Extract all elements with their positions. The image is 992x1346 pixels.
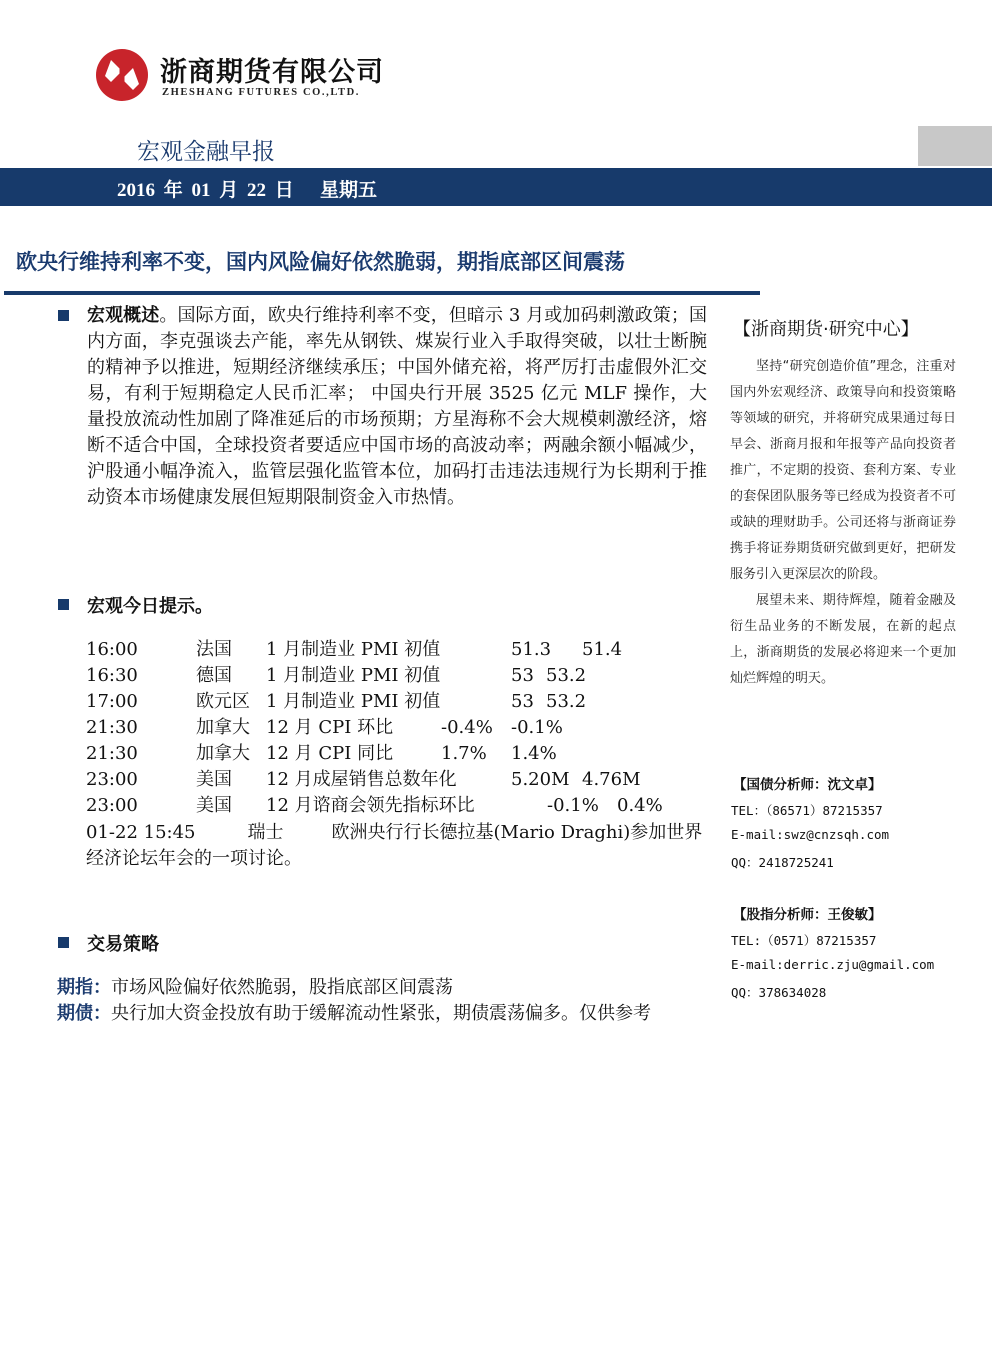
strategy-item-text: 央行加大资金投放有助于缓解流动性紧张，期债震荡偏多。仅供参考 <box>111 1003 651 1024</box>
macro-overview-paragraph <box>87 303 707 511</box>
schedule-value-2: 51.4 <box>582 639 623 660</box>
schedule-indicator: 1 月制造业 PMI 初值 <box>266 639 441 660</box>
strategy-item-label: 期债： <box>57 1003 111 1024</box>
event-country: 瑞士 <box>247 822 284 843</box>
schedule-time: 17:00 <box>86 691 138 712</box>
report-date: 2016 年 01 月 22 日 <box>117 180 294 201</box>
event-text: 欧洲央行行长德拉基(Mario Draghi)参加世界经济论坛年会的一项讨论。 <box>86 822 703 869</box>
schedule-value-2: 53.2 <box>546 691 587 712</box>
macro-overview-label: 宏观概述 <box>87 305 160 326</box>
schedule-country: 加拿大 <box>196 717 250 738</box>
schedule-indicator: 12 月 CPI 环比 <box>266 717 394 738</box>
company-name-cn: 浙商期货有限公司 <box>160 57 384 88</box>
schedule-value-1: 53 <box>511 691 534 712</box>
schedule-time: 16:00 <box>86 639 138 660</box>
analyst-tel: TEL:（0571）87215357 <box>731 933 877 948</box>
company-logo <box>95 48 149 102</box>
schedule-time: 21:30 <box>86 717 138 738</box>
schedule-value-1: 53 <box>511 665 534 686</box>
sidebar-intro-paragraph: 坚持“研究创造价值”理念，注重对国内外宏观经济、政策导向和投资策略等领域的研究，并将研究成果通过每日早会、浙商月报和年报等产品向投资者推广，不定期的投资、套利方案、专业的套保团队服务等已经成为投资者不可或缺的理财助手。公司还将与浙商证券携手将证券期货研究做到更好，把研发服务引入更深层次的阶段。 <box>730 359 956 582</box>
company-name-en: ZHESHANG FUTURES CO.,LTD. <box>162 87 361 98</box>
schedule-row <box>86 637 726 663</box>
analyst-title: 【国债分析师：沈文卓】 <box>733 777 882 793</box>
schedule-time: 23:00 <box>86 795 138 816</box>
schedule-value-2: 4.76M <box>582 769 641 790</box>
schedule-indicator: 12 月谘商会领先指标环比 <box>266 795 475 816</box>
sidebar-intro <box>730 354 956 692</box>
schedule-value-1: 5.20M <box>511 769 570 790</box>
schedule-event <box>86 820 708 872</box>
header-decoration <box>918 126 992 166</box>
bullet-square-icon <box>58 310 69 321</box>
schedule-value-1: -0.1% <box>547 795 599 816</box>
bullet-square-icon <box>58 599 69 610</box>
analyst-email[interactable]: E-mail:swz@cnzsqh.com <box>731 827 890 842</box>
analyst-email[interactable]: E-mail:derric.zju@gmail.com <box>731 957 935 972</box>
schedule-time: 21:30 <box>86 743 138 764</box>
report-weekday: 星期五 <box>320 180 378 201</box>
macro-overview-text: 。国际方面，欧央行维持利率不变，但暗示 3 月或加码刺激政策；国内方面，李克强谈去产能，率先从钢铁、煤炭行业入手取得突破，以壮士断腕的精神予以推进，短期经济继续承压；中国外储充裕，将严厉打击虚假外汇交易，有利于短期稳定人民币汇率； 中国央行开展 3525 亿元 MLF 操作，大量投放流动性加剧了降准延后的市场预期；方星海称不会大规模刺激经济，熔断不适合中国，全球投资者要适应中国市场的高波动率；两融余额小幅减少，沪股通小幅净流入，监管层强化监管本位，加码打击违法违规行为长期利于推动资本市场健康发展但短期限制资金入市热情。 <box>87 305 707 508</box>
event-datetime: 01-22 15:45 <box>86 822 196 843</box>
strategy-item-label: 期指： <box>57 977 111 998</box>
schedule-row <box>86 715 726 741</box>
schedule-row <box>86 741 726 767</box>
schedule-indicator: 1 月制造业 PMI 初值 <box>266 691 441 712</box>
schedule-value-2: 0.4% <box>617 795 663 816</box>
strategy-item-index-futures <box>57 975 707 1001</box>
analyst-title: 【股指分析师：王俊敏】 <box>733 907 882 923</box>
schedule-value-1: 51.3 <box>511 639 552 660</box>
schedule-country: 美国 <box>196 769 232 790</box>
schedule-value-1: 1.7% <box>441 743 487 764</box>
macro-today-heading: 宏观今日提示。 <box>87 596 213 617</box>
sidebar-title: 【浙商期货·研究中心】 <box>733 319 919 340</box>
schedule-row <box>86 767 726 793</box>
schedule-indicator: 12 月 CPI 同比 <box>266 743 394 764</box>
schedule-value-1: -0.4% <box>441 717 493 738</box>
schedule-indicator: 1 月制造业 PMI 初值 <box>266 665 441 686</box>
analyst-qq: QQ：378634028 <box>731 985 827 1000</box>
bullet-square-icon <box>58 937 69 948</box>
headline-divider <box>4 291 760 295</box>
strategy-item-bond-futures <box>57 1001 707 1027</box>
schedule-row <box>86 689 726 715</box>
analyst-tel: TEL：（86571）87215357 <box>731 803 883 818</box>
report-date-line <box>117 175 377 202</box>
schedule-country: 美国 <box>196 795 232 816</box>
schedule-country: 法国 <box>196 639 232 660</box>
strategy-item-text: 市场风险偏好依然脆弱，股指底部区间震荡 <box>111 977 453 998</box>
sidebar-intro-paragraph: 展望未来、期待辉煌，随着金融及衍生品业务的不断发展，在新的起点上，浙商期货的发展必将迎来一个更加灿烂辉煌的明天。 <box>730 593 956 686</box>
headline: 欧央行维持利率不变，国内风险偏好依然脆弱，期指底部区间震荡 <box>16 250 625 274</box>
strategy-heading: 交易策略 <box>87 934 159 955</box>
schedule-row <box>86 663 726 689</box>
schedule-time: 23:00 <box>86 769 138 790</box>
analyst-qq: QQ：2418725241 <box>731 855 834 870</box>
report-title: 宏观金融早报 <box>137 139 275 165</box>
schedule-country: 加拿大 <box>196 743 250 764</box>
schedule-value-2: -0.1% <box>511 717 563 738</box>
schedule-time: 16:30 <box>86 665 138 686</box>
schedule-country: 欧元区 <box>196 691 250 712</box>
schedule-country: 德国 <box>196 665 232 686</box>
schedule-value-2: 1.4% <box>511 743 557 764</box>
schedule-value-2: 53.2 <box>546 665 587 686</box>
schedule-row <box>86 793 726 819</box>
schedule-indicator: 12 月成屋销售总数年化 <box>266 769 457 790</box>
